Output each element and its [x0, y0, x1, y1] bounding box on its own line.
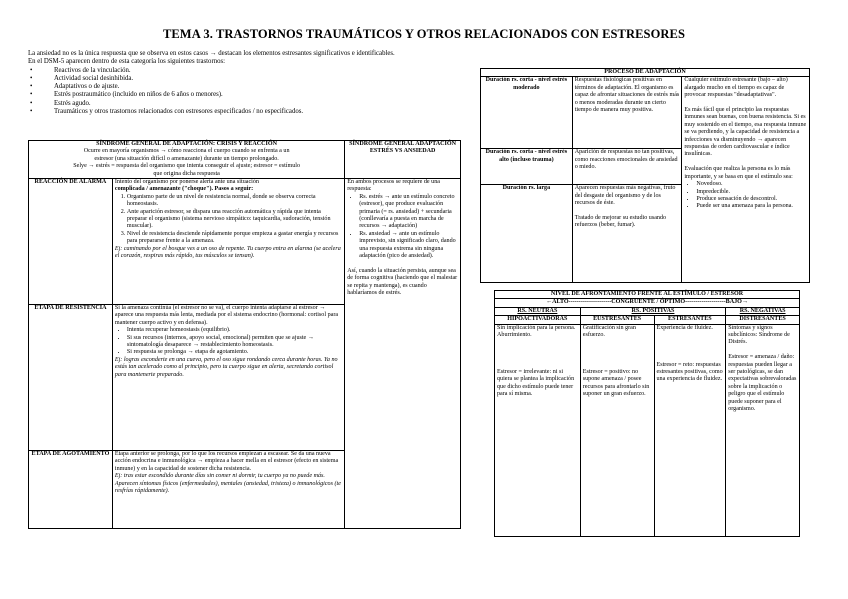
list-item: • Rs. ansiedad → ante un estímulo imprevisto, sin significado claro, dando una respuesta extrema sin ninguna adaptación (pico de ansiedad). [359, 231, 458, 261]
proceso-row-text: Aparecen respuestas más negativas, fruto del desgaste del organismo y de los recursos de éste. Tratado de mejorar su estudio usando refuerzos (beber, fumar). [572, 185, 682, 283]
list-item: • Reactivos de la vinculación. [54, 67, 458, 75]
alarma-label: REACCIÓN DE ALARMA [29, 179, 113, 305]
col-header: DISTRESANTES [726, 316, 800, 324]
list-item: • Si respuesta se prolonga → etapa de agotamiento. [127, 349, 342, 356]
list-item: • Novedoso. [696, 181, 807, 188]
group-neutras: RS. NEUTRAS [495, 307, 581, 315]
page-title: TEMA 3. TRASTORNOS TRAUMÁTICOS Y OTROS RELACIONADOS CON ESTRESORES [162, 27, 686, 41]
list-item: • Rs. estrés → ante un estímulo concreto (estresor), que produce evaluación primaria (= rs. ansiedad) + secundaria (conllevaría a puesta en marcha de recursos → adaptación) [359, 194, 458, 231]
intro-section [28, 50, 458, 116]
col-header: EUSTRESANTES [580, 316, 654, 324]
proceso-row-label: Duración rs. corta - nivel estrés alto (incluso trauma) [481, 149, 573, 185]
list-item: • Estrés postraumático (incluido en niños de 6 años o menores). [54, 91, 458, 99]
list-item: • Impredecible. [696, 189, 807, 196]
list-item: • Produce sensación de descontrol. [696, 196, 807, 203]
list-item: • Adaptativos o de ajuste. [54, 83, 458, 91]
disorder-list [28, 67, 458, 117]
list-item: • Si sus recursos (internos, apoyo social, emocional) permiten que se ajuste → sintomatología desaparece → restablecimiento homeostasis. [127, 335, 342, 350]
proceso-row-label: Duración rs. corta - nivel estrés moderado [481, 77, 573, 149]
intro-line-2: En el DSM-5 aparecen dentro de esta categoría los siguientes trastornos: [28, 58, 226, 66]
list-item: • Intenta recuperar homeostasis (equilibrio). [127, 327, 342, 334]
afrontamiento-cell: Gratificación sin gran esfuerzo. Estresor = positivo: no supone amenaza / posee recursos para afrontarlo sin suponer un gran esfuerzo. [580, 324, 654, 536]
proceso-row-label: Duración rs. larga [481, 185, 573, 283]
list-item: 2. Ante aparición estresor, se dispara una reacción automática y rápida que intenta preparar el organismo (sistema nervioso simpático: taquicardia, sudoración, tensión muscular). [127, 209, 342, 231]
list-item: 1. Organismo parte de un nivel de resistencia normal, donde se observa correcta homeostasis. [127, 194, 342, 209]
stress-vs-anxiety: En ambos procesos se requiere de una respuesta: • Rs. estrés → ante un estímulo concreto (estresor), que produce evaluación primaria (= rs. ansiedad) + secundaria (conllevaría a puesta en marcha de recursos → adaptación) • Rs. ansiedad → ante un estímulo imprevisto, sin significado claro, dando una respuesta extrema sin ninguna adaptación (pico de ansiedad). Así, cuando la situación persista, aunque sea de forma cognitiva (haciendo que el malestar se repita y mantenga), es cuando hablaríamos de estrés. [345, 179, 461, 529]
list-item: • Puede ser una amenaza para la persona. [696, 203, 807, 210]
list-item: • Traumáticos y otros trastornos relacionados con estresores especificados / no especificados. [54, 108, 458, 116]
proceso-table [480, 68, 810, 283]
list-item: 3. Nivel de resistencia desciende rápidamente porque empieza a gastar energía y recursos para prepararse frente a la amenaza. [127, 231, 342, 246]
sga-table [28, 140, 461, 529]
intro-line-1: La ansiedad no es la única respuesta que se observa en estos casos → destacan los elementos estresantes significativos e identificables. [28, 50, 395, 57]
afrontamiento-cell: Síntomas y signos subclínicos: Síndrome de Distrés. Estresor = amenaza / daño: respuestas pueden llegar a ser patológicas, se dan expectativas sobrevaloradas sobre la implicación o peligro que el estímulo puede suponer para el organismo. [726, 324, 800, 536]
list-item: • Estrés agudo. [54, 100, 458, 108]
agotamiento-content: Etapa anterior se prolonga, por lo que los recursos empiezan a escasear. Se da una nueva acción endocrina e inmunológica → empieza a hacer mella en el estresor (efecto en sistema inmune) y en la capacidad de sostener dicha resistencia. Ej: tras estar escondido durante días sin comer ni dormir, tu cuerpo ya no puede más. Aparecen síntomas físicos (enfermedades), mentales (ansiedad, tristeza) o inmunológicos (te resfrías rápidamente). [112, 451, 344, 529]
proceso-notes: Cualquier estímulo estresante (bajo – alto) alargado mucho en el tiempo es capaz de provocar respuestas "desadaptativas". Es más fácil que el principio las respuestas inmunes sean buenas, con buena resistencia. Si es muy sostenido en el tiempo, esa respuesta inmune se va perdiendo, y la capacidad de resistencia a infecciones va disminuyendo → aparecen respuestas de orden cardiovascular e índice insulínicas. Evaluación que realiza la persona es lo más importante, y se basa en que el estímulo sea: • Novedoso. • Impredecible. • Produce sensación de descontrol. • Puede ser una amenaza para la persona. [682, 77, 810, 283]
group-positivas: RS. POSITIVAS [580, 307, 725, 315]
agotamiento-label: ETAPA DE AGOTAMIENTO [29, 451, 113, 529]
afrontamiento-title: NIVEL DE AFRONTAMIENTO FRENTE AL ESTÍMULO / ESTRESOR [495, 291, 800, 299]
resistencia-label: ETAPA DE RESISTENCIA [29, 305, 113, 451]
sga-vs-header: SÍNDROME GENERAL ADAPTACIÓN ESTRÉS VS ANSIEDAD [345, 141, 461, 179]
proceso-header: PROCESO DE ADAPTACIÓN [481, 69, 810, 77]
col-header: ESTRESANTES [654, 316, 726, 324]
proceso-row-text: Aparición de respuestas no tan positivas, como reacciones emocionales de ansiedad o miedo. [572, 149, 682, 185]
resistencia-content: Si la amenaza continúa (el estresor no se va), el cuerpo intenta adaptarse al estresor → aparece una respuesta más lenta, mediada por el sistema endocrino (hormonal: cortisol para mantener cuerpo activo y en defensa). • Intenta recuperar homeostasis (equilibrio). • Si sus recursos (internos, apoyo social, emocional) permiten que se ajuste → sintomatología desaparece → restablecimiento homeostasis. • Si respuesta se prolonga → etapa de agotamiento. Ej: logras esconderte en una cueva, pero el oso sigue rondando cerca durante horas. Ya no estás tan acelerado como al principio, pero tu cuerpo sigue en alerta, secretando cortisol para mantenerte preparado. [112, 305, 344, 451]
group-negativas: RS. NEGATIVAS [726, 307, 800, 315]
alarma-content: Intento del organismo por ponerse alerta ante una situación complicada / amenazante ("choque"). Pasos a seguir: 1. Organismo parte de un nivel de resistencia normal, donde se observa correcta homeostasis. 2. Ante aparición estresor, se dispara una reacción automática y rápida que intenta preparar el organismo (sistema nervioso simpático: taquicardia, sudoración, tensión muscular). 3. Nivel de resistencia desciende rápidamente porque empieza a gastar energía y recursos para prepararse frente a la amenaza. Ej: caminando por el bosque ves a un oso de repente. Tu cuerpo entra en alarma (se acelera el corazón, respiras más rápido, tus músculos se tensan). [112, 179, 344, 305]
afrontamiento-scale: ←ALTO---------------------CONGRUENTE / ÓPTIMO--------------------BAJO→ [495, 299, 800, 307]
col-header: HIPOACTIVADORAS [495, 316, 581, 324]
list-item: • Actividad social desinhibida. [54, 75, 458, 83]
afrontamiento-table [494, 290, 800, 537]
afrontamiento-cell: Sin implicación para la persona. Aburrimiento. Estresor = irrelevante: ni si quiera se plantea la implicación que dicho estímulo puede tener para sí misma. [495, 324, 581, 536]
proceso-row-text: Respuestas fisiológicas positivas en términos de adaptación. El organismo es capaz de afrontar situaciones de estrés más o menos moderadas durante un cierto tiempo de manera muy positiva. [572, 77, 682, 149]
afrontamiento-cell: Experiencia de fluidez. Estresor = reto: respuestas estresantes positivas, como una experiencia de fluidez. [654, 324, 726, 536]
sga-header: SÍNDROME GENERAL DE ADAPTACIÓN: CRISIS Y REACCIÓN Ocurre en mayoría organismos → cómo reacciona el cuerpo cuando se enfrenta a un estresor (una situación difícil o amenazante) durante un tiempo prolongado. Selye → estrés = respuesta del organismo que intenta conseguir el ajuste; estresor = estímulo que origina dicha respuesta [29, 141, 345, 179]
